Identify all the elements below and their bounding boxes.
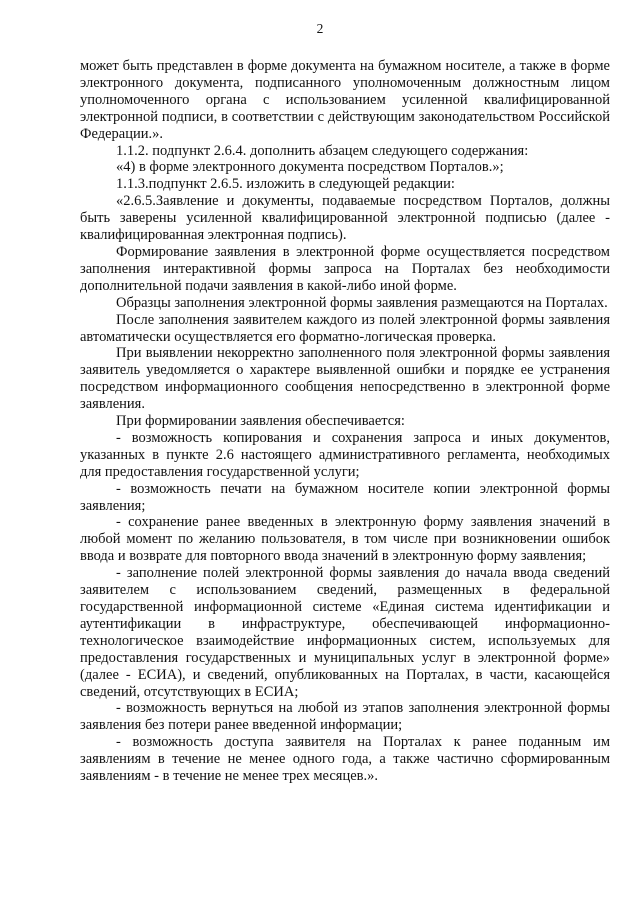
paragraph-1: может быть представлен в форме документа на бумажном носителе, а также в форме электронного документа, подписанного уполномоченным должностным лицом уполномоченного органа с использованием усиленной квалифицированной электронной подписи, в соответствии с действующим законодательством Российской Федерации.». <box>80 58 610 142</box>
paragraph-11: - возможность копирования и сохранения запроса и иных документов, указанных в пункте 2.6 настоящего административного регламента, необходимых для предоставления государственной услуги; <box>80 429 610 480</box>
paragraph-6: Формирование заявления в электронной форме осуществляется посредством заполнения интерактивной формы запроса на Порталах без необходимости дополнительной подачи заявления в какой-либо иной форме. <box>80 243 610 294</box>
document-body <box>80 58 610 785</box>
paragraph-16: - возможность доступа заявителя на Порталах к ранее поданным им заявлениям в течение не менее одного года, а также частично сформированным заявлениям - в течение не менее трех месяцев.». <box>80 734 610 785</box>
paragraph-4: 1.1.3.подпункт 2.6.5. изложить в следующей редакции: <box>116 176 455 193</box>
page-number: 2 <box>316 21 324 36</box>
paragraph-8: После заполнения заявителем каждого из полей электронной формы заявления автоматически осуществляется его форматно-логическая проверка. <box>80 311 610 345</box>
paragraph-7: Образцы заполнения электронной формы заявления размещаются на Порталах. <box>116 294 608 311</box>
paragraph-2: 1.1.2. подпункт 2.6.4. дополнить абзацем следующего содержания: <box>116 142 529 159</box>
paragraph-5: «2.6.5.Заявление и документы, подаваемые посредством Порталов, должны быть заверены усиленной квалифицированной электронной подписью (далее - квалифицированная электронная подпись). <box>80 193 610 244</box>
paragraph-15: - возможность вернуться на любой из этапов заполнения электронной формы заявления без потери ранее введенной информации; <box>80 700 610 734</box>
paragraph-10: При формировании заявления обеспечивается: <box>116 413 405 430</box>
paragraph-3: «4) в форме электронного документа посредством Порталов.»; <box>116 159 504 176</box>
paragraph-12: - возможность печати на бумажном носителе копии электронной формы заявления; <box>80 480 610 514</box>
paragraph-13: - сохранение ранее введенных в электронную форму заявления значений в любой момент по желанию пользователя, в том числе при возникновении ошибок ввода и возврате для повторного ввода значений в электронную форму заявления; <box>80 514 610 565</box>
paragraph-9: При выявлении некорректно заполненного поля электронной формы заявления заявитель уведомляется о характере выявленной ошибки и порядке ее устранения посредством информационного сообщения непосредственно в электронной форме заявления. <box>80 345 610 413</box>
paragraph-14: - заполнение полей электронной формы заявления до начала ввода сведений заявителем с использованием сведений, размещенных в федеральной государственной информационной системе «Единая система идентификации и аутентификации в инфраструктуре, обеспечивающей информационно-технологическое взаимодействие информационных систем, используемых для предоставления государственных и муниципальных услуг в электронной форме» (далее - ЕСИА), и сведений, опубликованных на Порталах, в части, касающейся сведений, отсутствующих в ЕСИА; <box>80 565 610 700</box>
